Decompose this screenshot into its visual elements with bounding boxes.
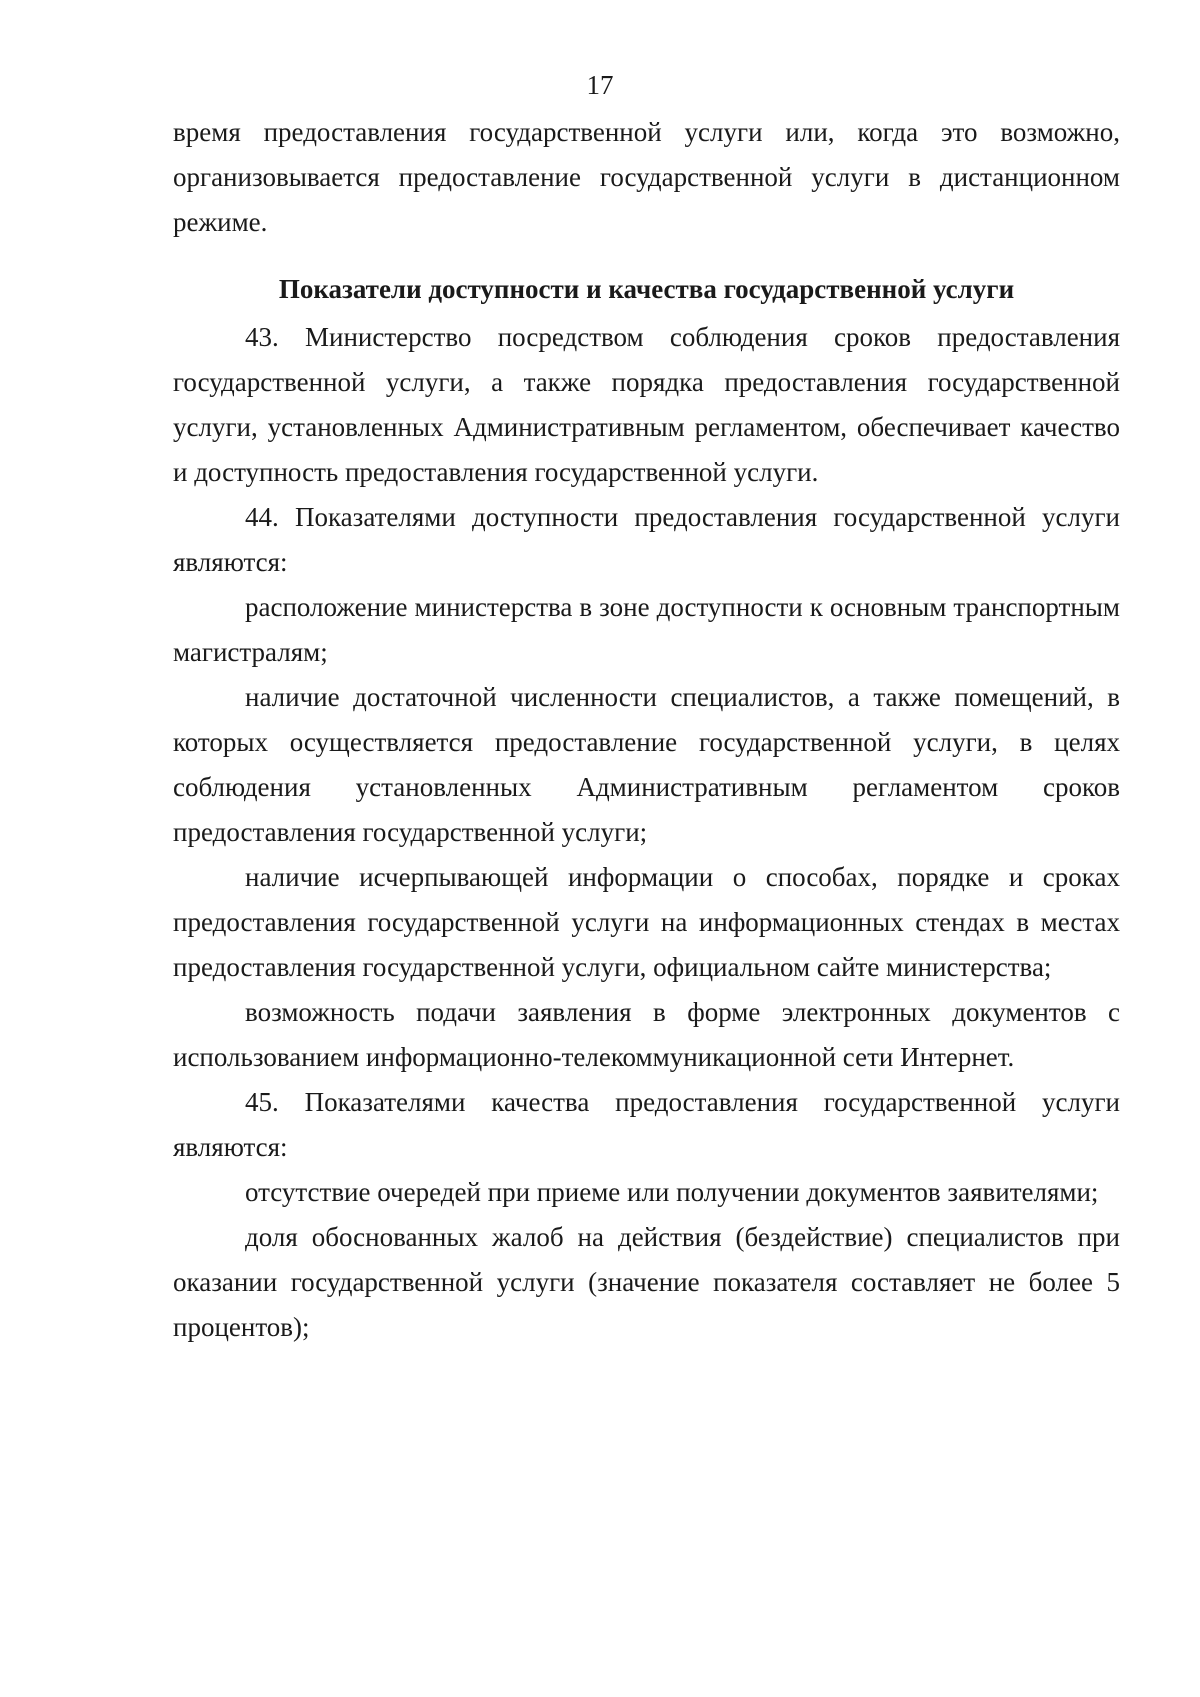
intro-paragraph: время предоставления государственной услуги или, когда это возможно, организовывается предоставление государственной услуги в дистанционном режиме. <box>173 117 1120 237</box>
list-item-no-queues: отсутствие очередей при приеме или получении документов заявителями; <box>245 1177 1099 1207</box>
paragraph-43: 43. Министерство посредством соблюдения сроков предоставления государственной услуги, а также порядка предоставления государственной услуги, установленных Административным регламентом, обеспечивает качество и доступность предоставления государственной услуги. <box>173 322 1120 487</box>
section-heading: Показатели доступности и качества государственной услуги <box>278 274 1015 304</box>
list-item-electronic-submission: возможность подачи заявления в форме электронных документов с использованием информационно-телекоммуникационной сети Интернет. <box>173 997 1120 1072</box>
page-number: 17 <box>586 70 614 100</box>
list-item-location: расположение министерства в зоне доступности к основным транспортным магистралям; <box>173 592 1120 667</box>
document-body <box>173 110 1120 1350</box>
list-item-complaints: доля обоснованных жалоб на действия (бездействие) специалистов при оказании государственной услуги (значение показателя составляет не более 5 процентов); <box>173 1222 1120 1342</box>
paragraph-45: 45. Показателями качества предоставления государственной услуги являются: <box>173 1087 1120 1162</box>
paragraph-44: 44. Показателями доступности предоставления государственной услуги являются: <box>173 502 1120 577</box>
list-item-staffing: наличие достаточной численности специалистов, а также помещений, в которых осуществляется предоставление государственной услуги, в целях соблюдения установленных Административным регламентом сроков предоставления государственной услуги; <box>173 682 1120 847</box>
list-item-information: наличие исчерпывающей информации о способах, порядке и сроках предоставления государственной услуги на информационных стендах в местах предоставления государственной услуги, официальном сайте министерства; <box>173 862 1120 982</box>
